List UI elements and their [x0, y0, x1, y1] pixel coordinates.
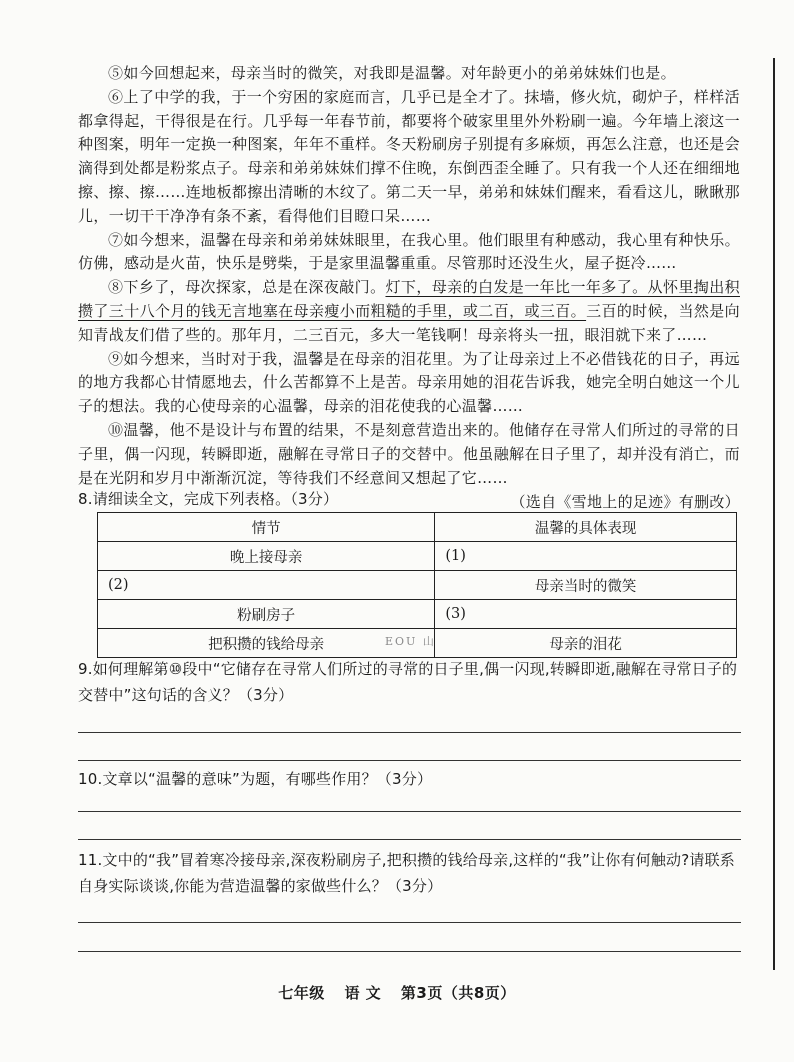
table-cell: 母亲的泪花 — [435, 629, 737, 658]
question-9: 9.如何理解第⑩段中“它储存在寻常人们所过的寻常的日子里,偶一闪现,转瞬即逝,融解在寻常日子的交替中”这句话的含义？（3分） — [78, 660, 738, 704]
answer-line[interactable] — [78, 839, 741, 840]
header-expression: 温馨的具体表现 — [435, 513, 737, 542]
footer-grade: 七年级 — [278, 984, 325, 1002]
paragraph-8-start: ⑧下乡了，母次探家，总是在深夜敲门。 — [108, 278, 386, 297]
table-row — [98, 542, 737, 571]
answer-blank-2[interactable]: (2) — [98, 571, 435, 600]
paragraph-5: ⑤如今回想起来，母亲当时的微笑，对我即是温馨。对年龄更小的弟弟妹妹们也是。 — [108, 64, 676, 82]
answer-line[interactable] — [78, 811, 741, 812]
margin-rule — [773, 58, 775, 970]
answer-line[interactable] — [78, 760, 741, 761]
table-cell: 把积攒的钱给母亲 — [98, 629, 435, 658]
underlined-sentence: 灯下，母亲的白发是一年比一年多了。从怀里掏出积攒了三十八个月的钱无言地塞在母亲瘦小而粗糙的手里，或二百，或三百。 — [78, 278, 740, 320]
faint-stamp: EOU 山 — [385, 635, 436, 648]
table-header-row — [98, 513, 737, 542]
paragraph-10: ⑩温馨，他不是设计与布置的结果，不是刻意营造出来的。他储存在寻常人们所过的寻常的日子里，偶一闪现，转瞬即逝，融解在寻常日子的交替中。他虽融解在日子里了，却并没有消亡，而是在光阴和岁月中渐渐沉淀，等待我们不经意间又想起了它…… — [78, 420, 740, 487]
paragraph-8 — [78, 276, 740, 347]
answer-blank-1[interactable]: (1) — [435, 542, 737, 571]
answer-line[interactable] — [78, 922, 741, 923]
question-11: 11.文中的“我”冒着寒冷接母亲,深夜粉刷房子,把积攒的钱给母亲,这样的“我”让你有何触动?请联系自身实际谈谈,你能为营造温馨的家做些什么？（3分） — [78, 851, 736, 895]
table-row — [98, 571, 737, 600]
question-10: 10.文章以“温馨的意味”为题，有哪些作用？（3分） — [78, 770, 433, 788]
table-row — [98, 600, 737, 629]
footer-page-number: 第3页（共8页） — [400, 984, 516, 1002]
paragraph-7: ⑦如今想来，温馨在母亲和弟弟妹妹眼里，在我心里。他们眼里有种感动，我心里有种快乐。仿佛，感动是火苗，快乐是劈柴，于是家里温馨重重。尽管那时还没生火，屋子挺冷…… — [78, 230, 740, 273]
footer-subject: 语 文 — [344, 984, 382, 1002]
page-footer — [0, 982, 794, 1003]
source-note: （选自《雪地上的足迹》有删改） — [510, 493, 740, 512]
table-cell: 晚上接母亲 — [98, 542, 435, 571]
paragraph-9: ⑨如今想来，当时对于我，温馨是在母亲的泪花里。为了让母亲过上不必借钱花的日子，再远的地方我都心甘情愿地去，什么苦都算不上是苦。母亲用她的泪花告诉我，她完全明白她这一个儿子的想法。我的心使母亲的心温馨，母亲的泪花使我的心温馨…… — [78, 349, 740, 416]
reading-passage — [78, 62, 740, 515]
table-cell: 粉刷房子 — [98, 600, 435, 629]
answer-line[interactable] — [78, 951, 741, 952]
paragraph-6: ⑥上了中学的我，于一个穷困的家庭而言，几乎已是全才了。抹墙，修火炕，砌炉子，样样活都拿得起，干得很是在行。几乎每一年春节前，都要将个破家里里外外粉刷一遍。今年墙上滚这一种图案，明年一定换一种图案，年年不重样。冬天粉刷房子别提有多麻烦，再怎么注意，也还是会滴得到处都是粉浆点子。母亲和弟弟妹妹们撑不住晚，东倒西歪全睡了。只有我一个人还在细细地擦、擦、擦……连地板都擦出清晰的木纹了。第二天一早，弟弟和妹妹们醒来，看看这儿，瞅瞅那儿，一切干干净净有条不紊，看得他们目瞪口呆…… — [78, 87, 740, 225]
answer-line[interactable] — [78, 732, 741, 733]
answer-blank-3[interactable]: (3) — [435, 600, 737, 629]
header-plot: 情节 — [98, 513, 435, 542]
question-8: 8.请细读全文，完成下列表格。（3分） — [78, 490, 339, 508]
paragraph-8-end: 三百的时候，当然是向知青战友们借了些的。那年月，二三百元，多大一笔钱啊！母亲将头一扭，眼泪就下来了…… — [78, 301, 740, 344]
table-cell: 母亲当时的微笑 — [435, 571, 737, 600]
